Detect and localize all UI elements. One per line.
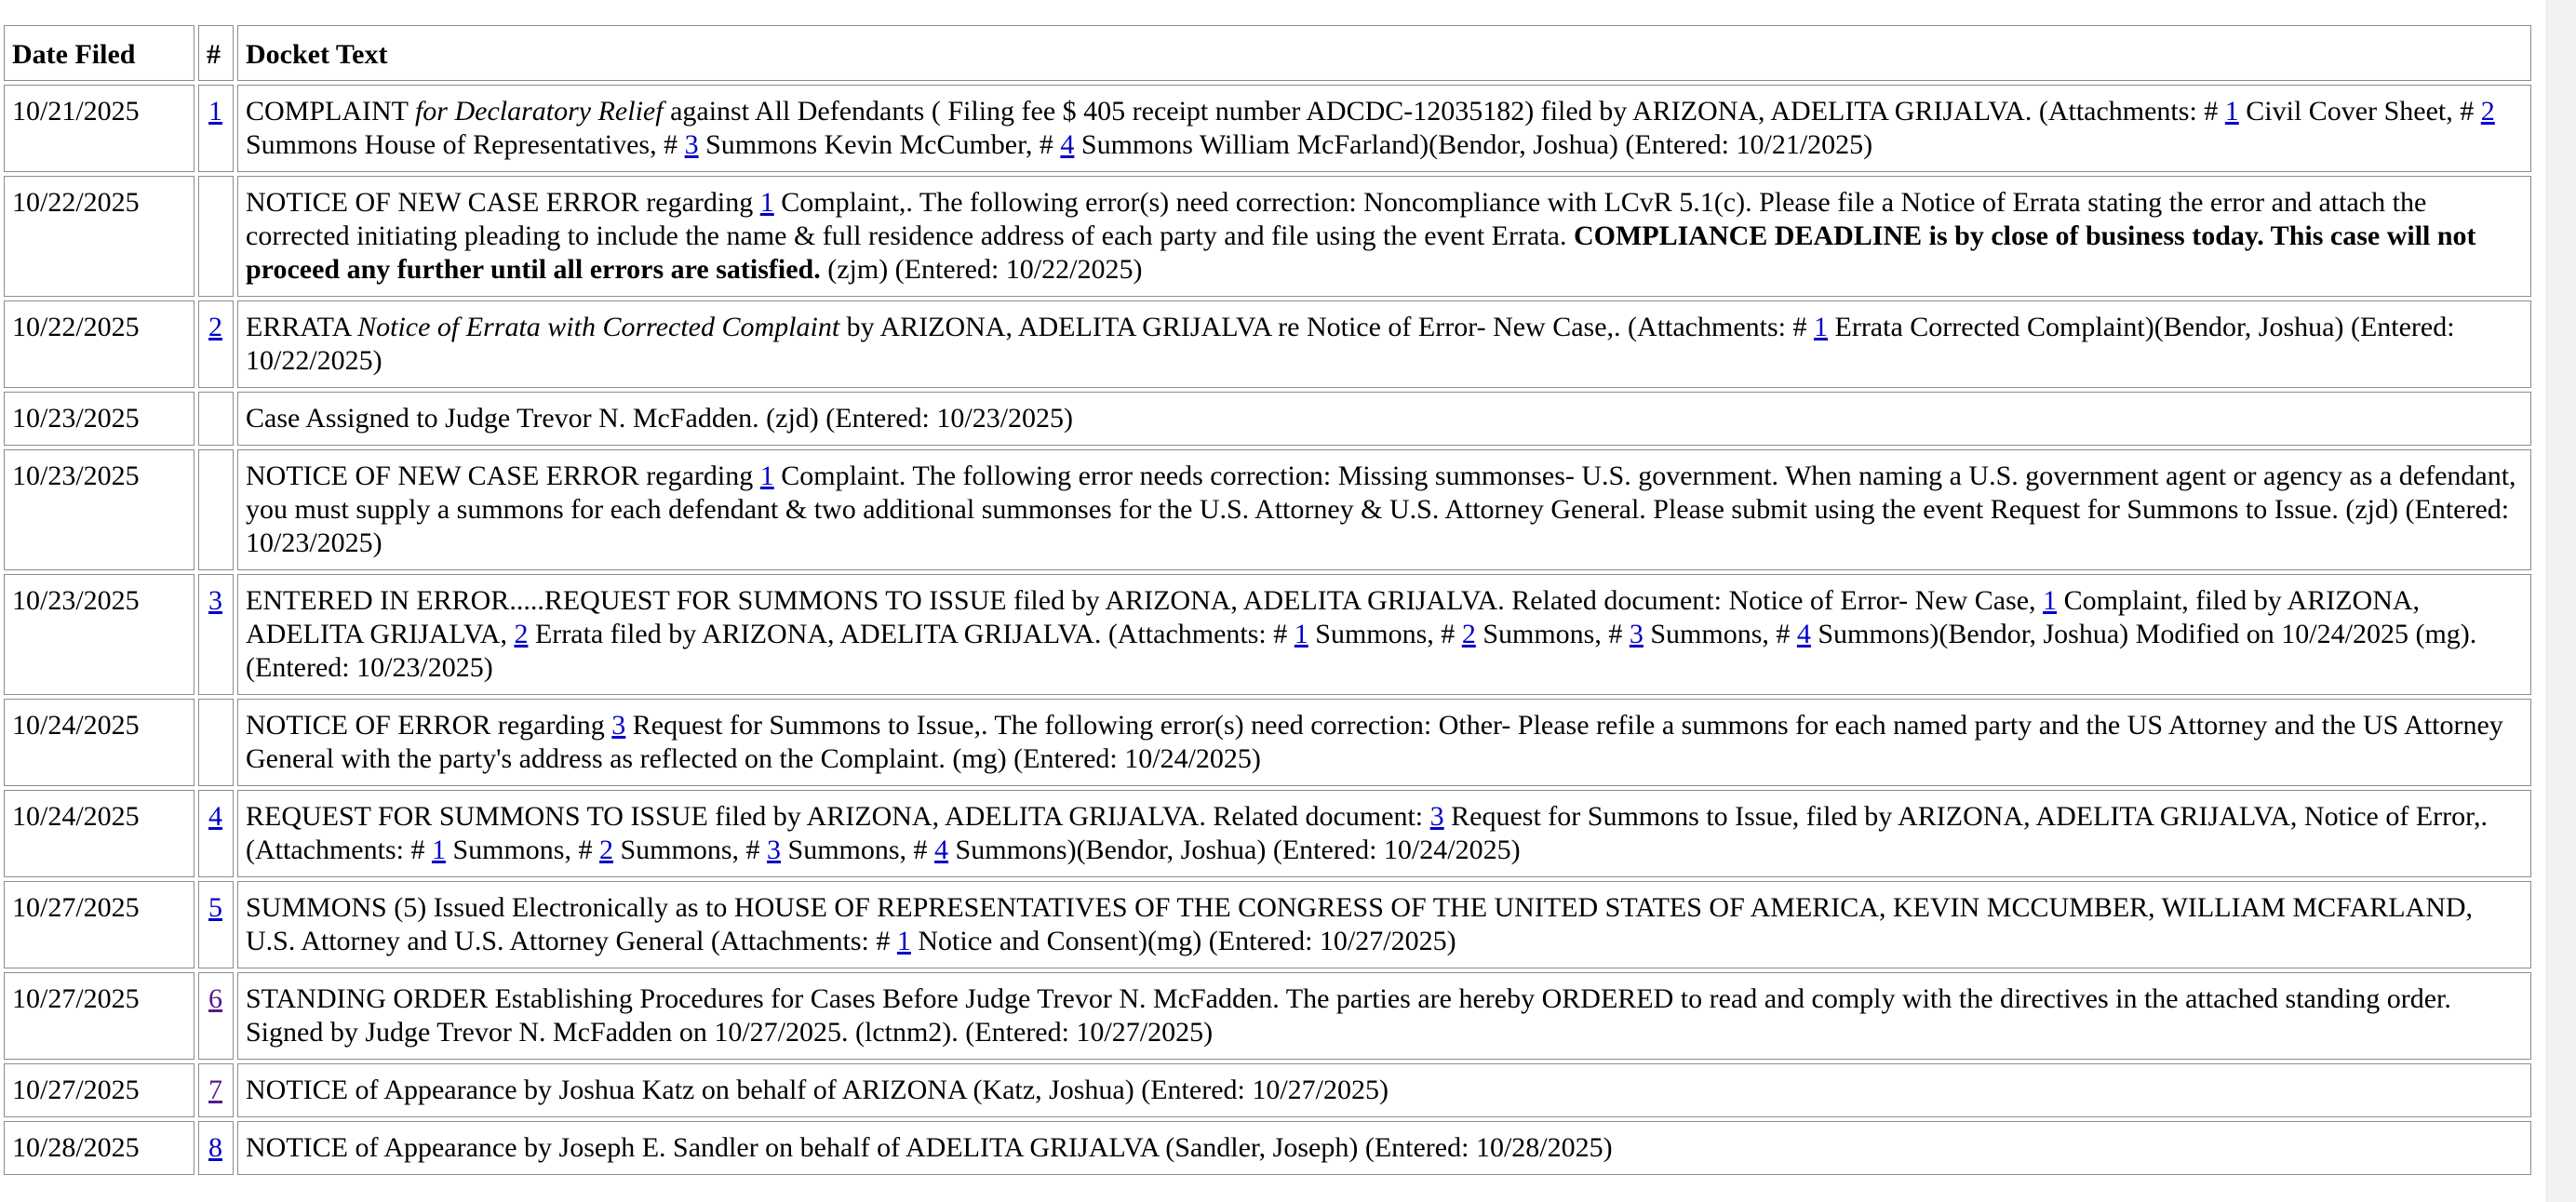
docket-text-cell xyxy=(237,881,2531,968)
docket-text-cell xyxy=(237,574,2531,695)
attachment-link[interactable]: 1 xyxy=(2224,96,2239,127)
date-filed-cell: 10/28/2025 xyxy=(4,1121,195,1175)
doc-number-cell xyxy=(198,1063,234,1117)
date-filed-cell: 10/23/2025 xyxy=(4,449,195,570)
doc-number-cell xyxy=(198,300,234,388)
attachment-link[interactable]: 3 xyxy=(1429,801,1444,832)
docket-text-segment: Summons)(Bendor, Joshua) (Entered: 10/24/2025) xyxy=(948,835,1521,865)
docket-text-segment: Request for Summons to Issue,. The following error(s) need correction: Other- Please refile a summons for each named party and the US Attorney and the US Attorney General with the party's address as reflected on the Complaint. (mg) (Entered: 10/24/2025) xyxy=(246,710,2503,774)
docket-text-segment: Complaint. The following error needs correction: Missing summonses- U.S. government. When naming a U.S. government agent or agency as a defendant, you must supply a summons for each defendant & two additional summonses for the U.S. Attorney & U.S. Attorney General. Please submit using the event Request for Summons to Issue. (zjd) (Entered: 10/23/2025) xyxy=(246,461,2516,558)
docket-text-segment: by ARIZONA, ADELITA GRIJALVA re Notice of Error- New Case,. (Attachments: # xyxy=(839,312,1814,342)
docket-entry-row xyxy=(4,300,2531,388)
docket-text-segment: REQUEST FOR SUMMONS TO ISSUE filed by ARIZONA, ADELITA GRIJALVA. Related document: xyxy=(246,801,1430,832)
date-filed-cell: 10/24/2025 xyxy=(4,699,195,786)
docket-text-segment: ENTERED IN ERROR.....REQUEST FOR SUMMONS TO ISSUE filed by ARIZONA, ADELITA GRIJALVA. Related document: Notice of Error- New Case, xyxy=(246,585,2044,616)
date-filed-cell: 10/27/2025 xyxy=(4,1063,195,1117)
attachment-link[interactable]: 1 xyxy=(2043,585,2058,616)
attachment-link[interactable]: 3 xyxy=(684,129,699,160)
docket-text-segment: NOTICE of Appearance by Joshua Katz on behalf of ARIZONA (Katz, Joshua) (Entered: 10/27/2025) xyxy=(246,1075,1389,1105)
vertical-scrollbar[interactable] xyxy=(2546,0,2576,1202)
doc-number-cell xyxy=(198,85,234,172)
docket-header-row xyxy=(4,25,2531,81)
docket-text-segment: Case Assigned to Judge Trevor N. McFadden. (zjd) (Entered: 10/23/2025) xyxy=(246,403,1074,434)
attachment-link[interactable]: 3 xyxy=(1629,619,1644,649)
docket-entry-row xyxy=(4,881,2531,968)
docket-entry-row xyxy=(4,176,2531,297)
date-filed-cell: 10/27/2025 xyxy=(4,881,195,968)
attachment-link[interactable]: 3 xyxy=(767,835,782,865)
date-filed-cell: 10/27/2025 xyxy=(4,972,195,1060)
docket-text-segment: Complaint,. The following error(s) need correction: Noncompliance with LCvR 5.1(c). Please file a Notice of Errata stating the error and attach the corrected initiating pleading to include the name & full residence address of each party and file using the event Errata. xyxy=(246,187,2427,251)
docket-entry-row xyxy=(4,1121,2531,1175)
docket-text-cell xyxy=(237,85,2531,172)
header-docket-text: Docket Text xyxy=(237,25,2531,81)
date-filed-cell: 10/24/2025 xyxy=(4,790,195,877)
date-filed-cell: 10/23/2025 xyxy=(4,574,195,695)
docket-text-cell xyxy=(237,392,2531,446)
header-doc-number: # xyxy=(198,25,234,81)
docket-text-segment: SUMMONS (5) Issued Electronically as to HOUSE OF REPRESENTATIVES OF THE CONGRESS OF THE UNITED STATES OF AMERICA, KEVIN MCCUMBER, WILLIAM MCFARLAND, U.S. Attorney and U.S. Attorney General (Attachments: # xyxy=(246,892,2474,956)
attachment-link[interactable]: 1 xyxy=(759,187,774,218)
document-number-link[interactable]: 4 xyxy=(208,801,222,832)
attachment-link[interactable]: 1 xyxy=(896,926,911,956)
docket-text-segment: Summons)(Bendor, Joshua) Modified on 10/24/2025 (mg). (Entered: 10/23/2025) xyxy=(246,619,2477,683)
doc-number-cell xyxy=(198,881,234,968)
document-number-link[interactable]: 6 xyxy=(208,983,222,1014)
doc-number-cell xyxy=(198,972,234,1060)
docket-text-cell xyxy=(237,176,2531,297)
date-filed-cell: 10/22/2025 xyxy=(4,176,195,297)
docket-text-segment: Summons House of Representatives, # xyxy=(246,129,685,160)
docket-text-segment: NOTICE of Appearance by Joseph E. Sandler on behalf of ADELITA GRIJALVA (Sandler, Joseph) (Entered: 10/28/2025) xyxy=(246,1132,1613,1163)
attachment-link[interactable]: 2 xyxy=(2480,96,2495,127)
document-number-link[interactable]: 1 xyxy=(208,96,222,127)
doc-number-cell xyxy=(198,449,234,570)
docket-text-segment: Summons, # xyxy=(781,835,935,865)
attachment-link[interactable]: 4 xyxy=(1060,129,1075,160)
header-date-filed: Date Filed xyxy=(4,25,195,81)
doc-number-cell xyxy=(198,699,234,786)
attachment-link[interactable]: 4 xyxy=(1796,619,1811,649)
date-filed-cell: 10/21/2025 xyxy=(4,85,195,172)
docket-text-segment: Summons Kevin McCumber, # xyxy=(698,129,1061,160)
doc-number-cell xyxy=(198,176,234,297)
docket-text-cell xyxy=(237,1121,2531,1175)
attachment-link[interactable]: 3 xyxy=(611,710,626,741)
docket-text-segment: NOTICE OF NEW CASE ERROR regarding xyxy=(246,461,760,491)
docket-text-segment: Summons, # xyxy=(445,835,599,865)
docket-entry-row xyxy=(4,574,2531,695)
docket-text-segment: Summons, # xyxy=(1308,619,1462,649)
docket-entry-row xyxy=(4,449,2531,570)
attachment-link[interactable]: 2 xyxy=(514,619,529,649)
attachment-link[interactable]: 2 xyxy=(1461,619,1476,649)
docket-text-cell xyxy=(237,972,2531,1060)
attachment-link[interactable]: 1 xyxy=(1814,312,1828,342)
docket-entry-row xyxy=(4,699,2531,786)
document-number-link[interactable]: 5 xyxy=(208,892,222,923)
attachment-link[interactable]: 1 xyxy=(431,835,446,865)
doc-number-cell xyxy=(198,392,234,446)
attachment-link[interactable]: 2 xyxy=(598,835,613,865)
docket-text-cell xyxy=(237,449,2531,570)
document-number-link[interactable]: 3 xyxy=(208,585,222,616)
attachment-link[interactable]: 1 xyxy=(759,461,774,491)
docket-text-segment: NOTICE OF ERROR regarding xyxy=(246,710,612,741)
docket-text-bold: COMPLIANCE DEADLINE is by close of business today. This case will not proceed any further until all errors are satisfied. xyxy=(246,220,2476,285)
docket-text-segment: COMPLAINT xyxy=(246,96,415,127)
docket-text-segment: Errata Corrected Complaint)(Bendor, Joshua) (Entered: 10/22/2025) xyxy=(246,312,2455,376)
docket-text-segment: Errata filed by ARIZONA, ADELITA GRIJALVA. (Attachments: # xyxy=(528,619,1295,649)
docket-text-segment: Summons William McFarland)(Bendor, Joshua) (Entered: 10/21/2025) xyxy=(1074,129,1873,160)
docket-text-segment: Summons, # xyxy=(612,835,768,865)
docket-text-cell xyxy=(237,1063,2531,1117)
docket-text-cell xyxy=(237,699,2531,786)
docket-text-segment: Summons, # xyxy=(1643,619,1797,649)
attachment-link[interactable]: 4 xyxy=(934,835,949,865)
docket-entry-row xyxy=(4,392,2531,446)
docket-text-italic: Notice of Errata with Corrected Complaint xyxy=(357,312,840,342)
doc-number-cell xyxy=(198,1121,234,1175)
doc-number-cell xyxy=(198,790,234,877)
docket-text-cell xyxy=(237,300,2531,388)
docket-entry-row xyxy=(4,790,2531,877)
attachment-link[interactable]: 1 xyxy=(1294,619,1308,649)
docket-text-segment: against All Defendants ( Filing fee $ 405 receipt number ADCDC-12035182) filed by ARIZONA, ADELITA GRIJALVA. (Attachments: # xyxy=(663,96,2225,127)
docket-text-segment: NOTICE OF NEW CASE ERROR regarding xyxy=(246,187,760,218)
docket-text-cell xyxy=(237,790,2531,877)
docket-text-segment: STANDING ORDER Establishing Procedures for Cases Before Judge Trevor N. McFadden. The parties are hereby ORDERED to read and comply with the directives in the attached standing order. Signed by Judge Trevor N. McFadden on 10/27/2025. (lctnm2). (Entered: 10/27/2025) xyxy=(246,983,2451,1048)
date-filed-cell: 10/23/2025 xyxy=(4,392,195,446)
document-number-link[interactable]: 8 xyxy=(208,1132,222,1163)
docket-table xyxy=(0,21,2535,1179)
document-number-link[interactable]: 7 xyxy=(208,1075,222,1105)
docket-text-segment: Civil Cover Sheet, # xyxy=(2238,96,2481,127)
doc-number-cell xyxy=(198,574,234,695)
docket-text-segment: Complaint, filed by ARIZONA, ADELITA GRIJALVA, xyxy=(246,585,2421,649)
docket-text-segment: Notice and Consent)(mg) (Entered: 10/27/2025) xyxy=(910,926,1456,956)
docket-text-segment: (zjm) (Entered: 10/22/2025) xyxy=(820,254,1143,285)
docket-entry-row xyxy=(4,972,2531,1060)
docket-entries xyxy=(4,85,2531,1175)
date-filed-cell: 10/22/2025 xyxy=(4,300,195,388)
docket-entry-row xyxy=(4,1063,2531,1117)
docket-report xyxy=(0,21,2535,1179)
docket-text-segment: ERRATA xyxy=(246,312,358,342)
docket-entry-row xyxy=(4,85,2531,172)
document-number-link[interactable]: 2 xyxy=(208,312,222,342)
docket-text-italic: for Declaratory Relief xyxy=(414,96,664,127)
docket-text-segment: Summons, # xyxy=(1475,619,1630,649)
docket-text-segment: Request for Summons to Issue, filed by ARIZONA, ADELITA GRIJALVA, Notice of Error,. (Attachments: # xyxy=(246,801,2488,865)
